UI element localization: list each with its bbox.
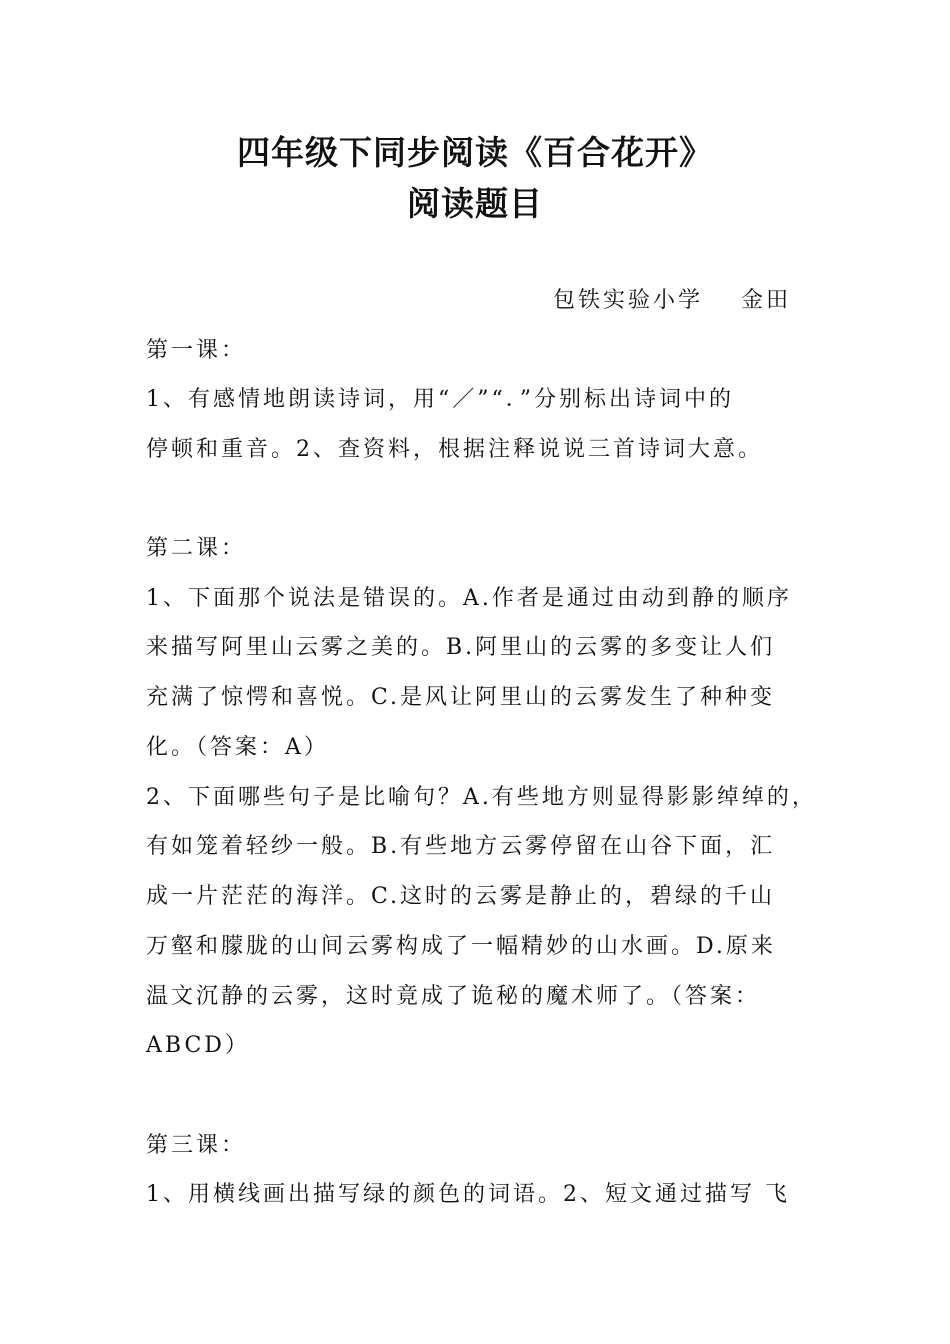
text-line: 停顿和重音。2、查资料，根据注释说说三首诗词大意。 bbox=[146, 437, 763, 462]
lesson-heading-1: 第一课： bbox=[146, 338, 247, 363]
text-line: 成一片茫茫的海洋。C.这时的云雾是静止的，碧绿的千山 bbox=[146, 884, 776, 909]
text-line: 温文沉静的云雾，这时竟成了诡秘的魔术师了。（答案： bbox=[146, 984, 761, 1009]
text-line: 化。（答案：A） bbox=[146, 735, 329, 760]
text-line: 1、下面那个说法是错误的。A.作者是通过由动到静的顺序 bbox=[146, 586, 792, 611]
author-school: 包铁实验小学 bbox=[553, 288, 704, 313]
lesson-heading-2: 第二课： bbox=[146, 536, 247, 561]
text-line: 1、用横线画出描写绿的颜色的词语。2、短文通过描写 飞 bbox=[146, 1182, 790, 1207]
author-name: 金田 bbox=[741, 288, 792, 313]
text-line: 1、有感情地朗读诗词，用“／”“．”分别标出诗词中的 bbox=[146, 387, 734, 412]
document-subtitle: 阅读题目 bbox=[407, 184, 543, 223]
text-line: 来描写阿里山云雾之美的。B.阿里山的云雾的多变让人们 bbox=[146, 635, 776, 660]
text-line: 万壑和朦胧的山间云雾构成了一幅精妙的山水画。D.原来 bbox=[146, 934, 776, 959]
text-line: 2、下面哪些句子是比喻句？A.有些地方则显得影影绰绰的， bbox=[146, 785, 817, 810]
text-line: 充满了惊愕和喜悦。C.是风让阿里山的云雾发生了种种变 bbox=[146, 685, 776, 710]
document-title: 四年级下同步阅读《百合花开》 bbox=[237, 133, 713, 172]
lesson-heading-3: 第三课： bbox=[146, 1133, 247, 1158]
text-line: 有如笼着轻纱一般。B.有些地方云雾停留在山谷下面，汇 bbox=[146, 834, 776, 859]
author-line bbox=[553, 286, 791, 316]
text-line: ABCD） bbox=[146, 1033, 250, 1058]
